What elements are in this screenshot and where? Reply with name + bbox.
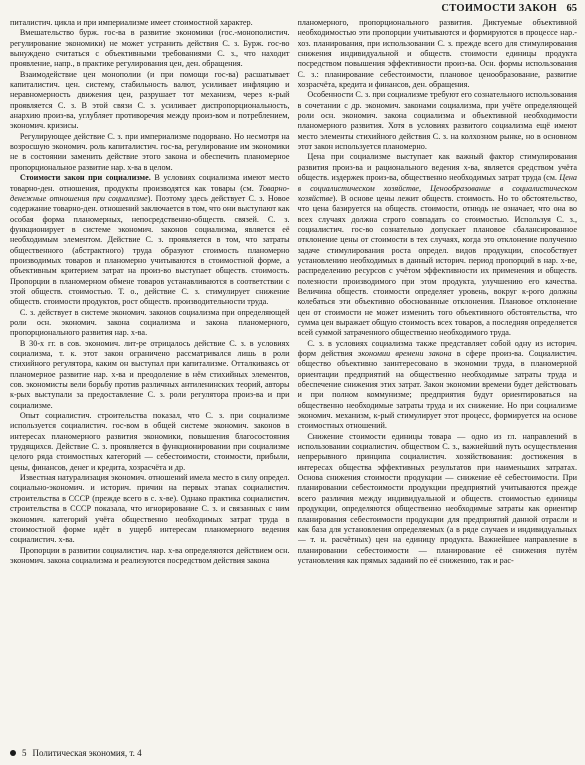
cross-reference: Товарно-денежные отношения при социализме xyxy=(10,183,290,203)
paragraph: Известная натурализация экономич. отношений имела место в силу определ. социально-экономич. и историч. причин на первых этапах социалистич. строительства в СССР (прежде всего в с. х-ве). Однако практика социалистич. строительства в СССР показала, что игнорирование С. з. и связанных с ним экономич. категорий учёта общественно необходимых затрат труда в стоимостной форме идёт в ущерб интересам планомерного ведения социалистич. х-ва. xyxy=(10,473,290,545)
text-run: ). В основе цены лежит обществ. стоимость. Но то обстоятельство, что цена базируется на обществ. стоимости, отнюдь не означает, что она во всех случаях должна строго совпадать со стоимостью. Используя С. з., социалистич. гос-во сознательно допускает плановое сбалансированное отклонение цены от стоимости в тех случаях, когда это отклонение полученно задаче стимулирования роста определ. видов продукции, способствует установлению необходимых в данный историч. период пропорций в нар. х-ве, распределению ресурсов с учётом эффективности их применения и обществ. полезности производимого при этом продукта, улучшению его качества. Величина обществ. стоимости определяет уровень, вокруг к-рого должны колебаться эти объективно обоснованные отклонения. Плановое отклонение цен от стоимости не может изменить того объективного обстоятельства, что сумма цен выражает общую стоимость всех товаров, а последняя определяется всей суммой затраченного общественно необходимого труда. xyxy=(297,193,577,338)
paragraph: С. з. действует в системе экономич. законов социализма при определяющей роли осн. экономич. закона социализма и закона планомерного, пропорционального развития нар. х-ва. xyxy=(10,307,290,338)
paragraph: Вмешательство бурж. гос-ва в развитие экономики (гос.-монополистич. регулирование экономики) не может устранить действия С. з. Бурж. гос-во вынуждено считаться с объективными требованиями С. з., что находит проявление, напр., в практике регулирования цен, ден. обращения. xyxy=(10,28,290,69)
text-run: В условиях социализма имеют место товарно-ден. отношения, продукты производятся как товары (см. xyxy=(10,173,290,193)
paragraph: Взаимодействие цен монополии (и при помощи гос-ва) расшатывает капиталистич. цен. систему, стабильность валют, усиливает инфляцию и неравномерность движения цен, разрушает тот механизм, через к-рый проявляется С. з. В этой связи С. з. усиливает диспропорциональность, анархию произ-ва, углубляет противоречия между произ-вом и потреблением, экономич. кризисы. xyxy=(10,69,290,131)
right-column xyxy=(298,18,578,741)
page-footer xyxy=(10,747,142,759)
paragraph: питалистич. цикла и при империализме имеет стоимостной характер. xyxy=(10,18,253,27)
cross-reference: экономии времени закона xyxy=(357,349,452,358)
paragraph: Регулирующее действие С. з. при империализме подорвано. Но несмотря на возросшую экономич. роль капиталистич. гос-ва, регулирование им экономики не в состоянии заменить действие этого закона и обеспечить планомерное пропорциональное развитие нар. х-ва в целом. xyxy=(10,131,290,172)
text-columns xyxy=(10,18,577,741)
paragraph xyxy=(298,339,578,432)
text-run: С. з. в условиях социализма также представляет собой одну из историч. форм действия xyxy=(297,338,577,358)
page-header xyxy=(10,2,579,16)
paragraph: В 30-х гг. в сов. экономич. лит-ре отрицалось действие С. з. в условиях социализма, т. к. этот закон ограничено рассматривался лишь в роли стихийного регулятора, каким он выступал при капитализме. Отталкиваясь от планомерное развитие нар. х-ва и преодоление в нём стихийных элементов, сов. экономисты вели борьбу против различных антиленинских теорий, авторы к-рых выступали за предоставление С. з. роли регулятора произ-ва и при социализме. xyxy=(10,338,290,410)
paragraph: Особенности С. з. при социализме требуют его сознательного использования в сочетании с др. экономич. законами социализма, при учёте определяющей роли осн. экономич. закона социализма и объективной необходимости планомерного развития. Хотя в условиях развитого социализма ещё имеют место элементы стихийного действия С. з. на колхозном рынке, но в основном этот закон используется планомерно. xyxy=(297,90,577,152)
left-column xyxy=(10,18,290,741)
paragraph xyxy=(10,173,290,307)
paragraph: Опыт социалистич. строительства показал, что С. з. при социализме используется социалистич. гос-вом в общей системе экономич. законов в интересах планомерного развития экономики, повышения благосостояния трудящихся. Действие С. з. проявляется в функционировании при социализме целого ряда стоимостных категорий — себестоимости, стоимости, прибыли, цены, финансов, денег и кредита, хозрасчёта и др. xyxy=(10,411,290,472)
paragraph: Пропорции в развитии социалистич. нар. х-ва определяются действием осн. экономич. закона социализма и реализуются посредством действия закона xyxy=(10,545,290,565)
text-run: ). Поэтому здесь действует С. з. Новое содержание товарно-ден. отношений заключается в том, что они выступают как особая форма планомерных, непосредственно-обществ. связей. С. з. функционирует в системе экономич. законов социализма, является её необходимым элементом. Действие С. з. проявляется в том, что затраты общественного (абстрактного) труда образуют стоимость планомерно производимых товаров и планомерно учитываются в стоимостной форме, а объективным критерием затрат на произ-во выступает обществ. стоимость. Пропорции в планомерном обмене товаров устанавливаются в соответствии с этой обществ. стоимостью. Т. о., действие С. з. стимулирует снижение обществ. стоимости продуктов, рост обществ. производительности труда. xyxy=(10,193,290,307)
paragraph: Снижение стоимости единицы товара — одно из гл. направлений в использовании социалистич. обществом С. з., важнейший путь осуществления непрерывного принципа социалистич. хозяйствования: достижения в интересах общества эффективных результатов при наименьших затратах. Основа снижения стоимости продукции — снижение её себестоимости. При планировании себестоимости продукции предприятий учитываются прежде всего различия между индивидуальной и обществ. стоимостью единицы продукции, определяются общественно необходимые затраты как ориентир планирования себестоимости продукции для предприятий данной отрасли и как база для установления определяемых (а в ряде случаев и индивидуальных — т. н. расчётных) цен на единицу продукта. Важнейшее направление в планировании себестоимости — планирование её снижения путём установления как прямых заданий по её снижению, так и рас- xyxy=(297,431,577,565)
signature-mark: 5 xyxy=(22,748,27,758)
text-run: Цена при социализме выступает как важный фактор стимулирования развития произ-ва и рационального ведения х-ва, является средством учёта обществ. издержек произ-ва, общественно необходимых затрат труда (см. xyxy=(297,152,577,183)
paragraph xyxy=(298,152,578,338)
page-number: 65 xyxy=(566,3,577,14)
paragraph: планомерного, пропорционального развития. Диктуемые объективной необходимостью эти пропорции учитываются и формируются в процессе нар.-хоз. планирования, при использовании С. з. прежде всего для стимулирования снижения индивидуальной и обществ. стоимости единицы продукта посредством повышения эффективности произ-ва. Осн. формы использования С. з.: планирование себестоимости, плановое ценообразование, развитие хозрасчёта, кредита и финансов, ден. обращения. xyxy=(297,18,577,90)
text-run: в сфере произ-ва. Социалистич. общество объективно заинтересовано в экономии труда, в планомерной ориентации предприятий на общественно необходимые затраты труда и обеспечение снижения этих затрат. Закон экономии времени будет действовать и при полном коммунизме; предприятия будут ориентироваться на общественно необходимые затраты труда и их снижение. Но при социализме экономич. механизм, к-рый стимулирует этот процесс, формируется на основе стоимостных отношений. xyxy=(297,349,577,431)
bullet-icon xyxy=(10,750,16,756)
section-heading: Стоимости закон при социализме. xyxy=(19,173,151,183)
footer-text: Политическая экономия, т. 4 xyxy=(32,748,142,758)
cross-reference: Цена в социалистическом хозяйстве, Ценообразование в социалистическом хозяйстве xyxy=(297,173,577,203)
running-title: СТОИМОСТИ ЗАКОН xyxy=(441,3,557,14)
